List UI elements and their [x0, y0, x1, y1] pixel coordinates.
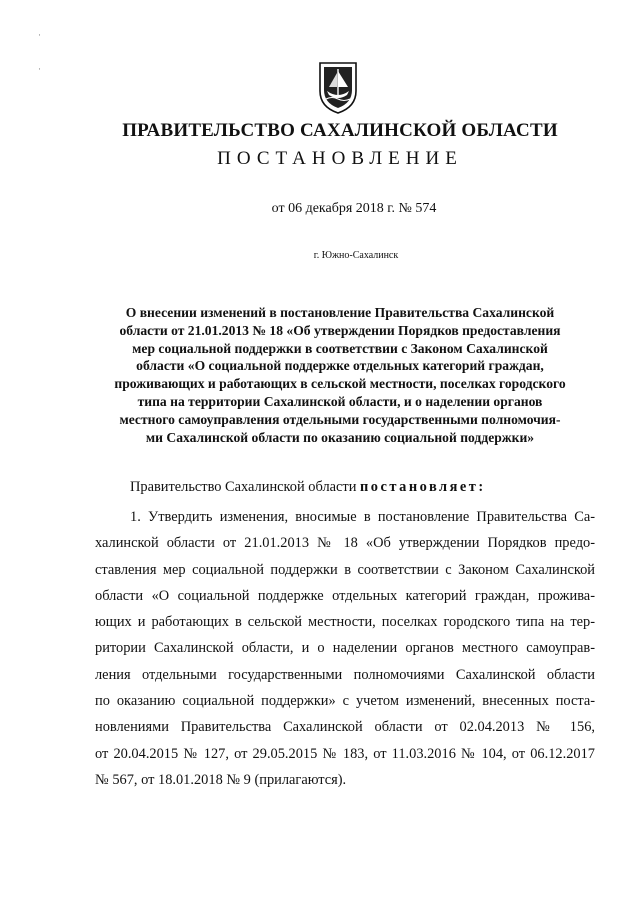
paragraph-line: ставления мер социальной поддержки в соответствии с Законом Сахалинской — [95, 561, 595, 578]
organization-title: ПРАВИТЕЛЬСТВО САХАЛИНСКОЙ ОБЛАСТИ — [122, 120, 558, 141]
paragraph-line: ритории Сахалинской области, и о наделении органов местного самоуправ- — [95, 640, 595, 657]
document-date-number: от 06 декабря 2018 г. № 574 — [271, 201, 437, 216]
coat-of-arms-emblem — [318, 61, 358, 115]
subject-line: О внесении изменений в постановление Правительства Сахалинской — [125, 305, 555, 320]
intro-text: Правительство Сахалинской области — [130, 479, 357, 495]
scan-mark: · — [38, 30, 41, 40]
document-city: г. Южно-Сахалинск — [313, 250, 399, 261]
paragraph-line: новлениями Правительства Сахалинской области от 02.04.2013 № 156, — [95, 719, 595, 736]
paragraph-line: 1. Утвердить изменения, вносимые в постановление Правительства Са- — [130, 509, 595, 525]
paragraph-line: по оказанию социальной поддержки» с учетом изменений, внесенных поста- — [95, 693, 595, 710]
subject-line: типа на территории Сахалинской области, и о наделении органов — [137, 393, 543, 409]
paragraph-line: ющих и работающих в сельской местности, поселках городского типа на тер- — [95, 614, 595, 631]
intro-emphasis: постановляет: — [360, 479, 486, 495]
paragraph-line: области «О социальной поддержке отдельных категорий граждан, прожива- — [95, 587, 595, 604]
scan-mark: · — [38, 64, 41, 74]
paragraph-line: № 567, от 18.01.2018 № 9 (прилагаются). — [95, 771, 347, 788]
subject-line: проживающих и работающих в сельской местности, поселках городского — [114, 376, 566, 392]
paragraph-line: ления отдельными государственными полномочиями Сахалинской области — [95, 666, 595, 683]
paragraph-line: от 20.04.2015 № 127, от 29.05.2015 № 183, от 11.03.2016 № 104, от 06.12.2017 — [95, 745, 595, 762]
subject-line: области «О социальной поддержке отдельных категорий граждан, — [136, 358, 544, 374]
document-subject — [103, 304, 577, 446]
document-type-title: ПОСТАНОВЛЕНИЕ — [217, 148, 463, 169]
subject-line: ми Сахалинской области по оказанию социальной поддержки» — [145, 429, 535, 445]
resolution-intro — [130, 479, 630, 496]
subject-line: местного самоуправления отдельными государственными полномочия- — [119, 411, 561, 427]
paragraph-1 — [95, 504, 595, 793]
subject-line: мер социальной поддержки в соответствии с Законом Сахалинской — [132, 340, 548, 356]
subject-line: области от 21.01.2013 № 18 «Об утверждении Порядков предоставления — [119, 322, 561, 338]
paragraph-line: халинской области от 21.01.2013 № 18 «Об утверждении Порядков предо- — [95, 535, 595, 552]
